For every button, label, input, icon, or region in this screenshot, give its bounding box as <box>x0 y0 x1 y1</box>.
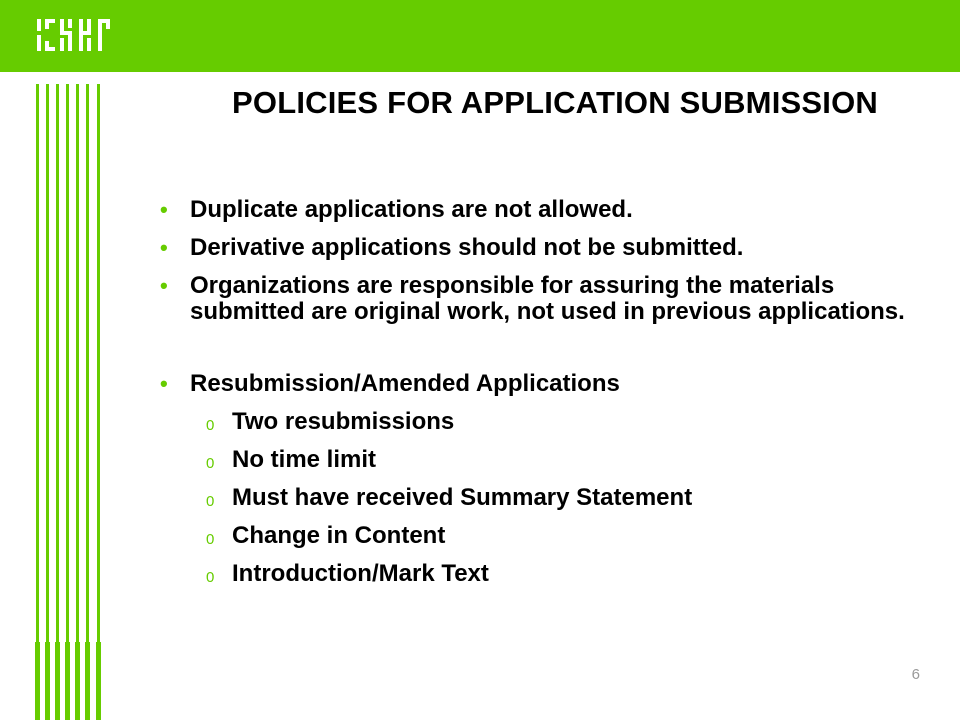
sub-marker: 0 <box>206 569 215 586</box>
sub-marker: 0 <box>206 531 215 548</box>
page-number: 6 <box>911 666 920 683</box>
bullet-text: Derivative applications should not be submitted. <box>190 234 744 261</box>
sub-marker: 0 <box>206 455 215 472</box>
sub-item-text: Change in Content <box>232 522 446 549</box>
bullet-item <box>160 197 950 223</box>
sub-item-text: Introduction/Mark Text <box>232 560 489 587</box>
bullet-item <box>160 235 950 261</box>
sub-item-text: Two resubmissions <box>232 408 455 435</box>
sub-item <box>160 561 950 587</box>
bullet-item <box>160 371 950 397</box>
bullet-text: Resubmission/Amended Applications <box>190 370 620 397</box>
bullet-list <box>160 197 950 599</box>
bullet-marker: • <box>160 235 168 260</box>
bullet-marker: • <box>160 197 168 222</box>
bullet-text: Duplicate applications are not allowed. <box>190 196 633 223</box>
bullet-marker: • <box>160 371 168 396</box>
header-band <box>0 0 960 72</box>
sub-marker: 0 <box>206 417 215 434</box>
sub-item <box>160 523 950 549</box>
sub-item-text: Must have received Summary Statement <box>232 484 693 511</box>
csr-logo-icon <box>36 16 116 60</box>
bullet-item <box>160 273 950 325</box>
list-spacer <box>160 337 950 371</box>
sub-item <box>160 485 950 511</box>
bullet-text: Organizations are responsible for assuring the materials submitted are original work, not used in previous applications. <box>190 272 905 325</box>
sub-item <box>160 409 950 435</box>
vertical-lines-decoration <box>0 72 120 720</box>
sub-item-text: No time limit <box>232 446 377 473</box>
sub-item <box>160 447 950 473</box>
sub-marker: 0 <box>206 493 215 510</box>
slide-title: POLICIES FOR APPLICATION SUBMISSION <box>232 85 878 120</box>
bullet-marker: • <box>160 273 168 298</box>
